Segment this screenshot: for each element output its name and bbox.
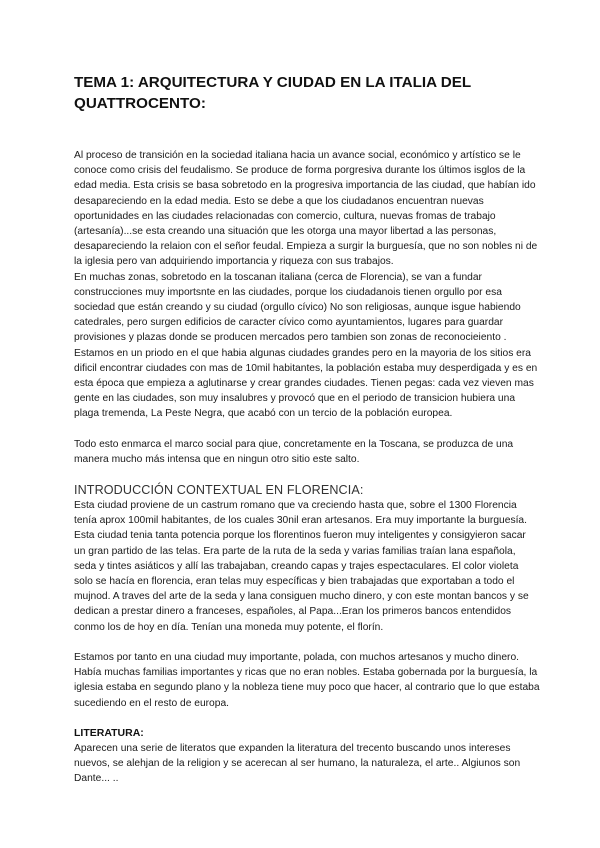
summary-paragraph: Todo esto enmarca el marco social para qiue, concretamente en la Toscana, se produzca de una manera mucho más intensa que en ningun otro sitio este salto. (74, 438, 514, 465)
florence-paragraph-1: Esta ciudad proviene de un castrum romano que va creciendo hasta que, sobre el 1300 Florencia tenía aprox 100mil habitantes, de los cuales 30nil eran artesanos. Era muy importante la burguesía. (74, 500, 527, 527)
intro-paragraph-3: Estamos en un priodo en el que habia algunas ciudades grandes pero en la mayoria de los sitios era dificil encontrar ciudades con mas de 10mil habitantes, la población estaba muy desperdigada y es en esta época que empieza a aglutinarse y crear grandes ciudades. Tienen pegas: cada vez vieven mas gente en las ciudades, son muy insalubres y provocó que en el periodo de transicion hubiera una plaga tremenda, La Peste Negra, que acabó con un tercio de la población europea. (74, 347, 538, 420)
paragraph-spacer (74, 467, 540, 482)
paragraph-spacer (74, 635, 540, 650)
literature-paragraph: Aparecen una serie de literatos que expanden la literatura del trecento buscando unos intereses nuevos, se alehjan de la religion y se acerecan al ser humano, la naturaleza, el arte.. Algiunos son Dante... .. (74, 742, 521, 785)
literature-heading: LITERATURA: (74, 726, 144, 739)
paragraph-spacer (74, 422, 540, 437)
florence-paragraph-2: Esta ciudad tenia tanta potencia porque los florentinos fueron muy inteligentes y consigyieron sacar un gran partido de las telas. Era parte de la ruta de la seda y varias familias traían lana española, seda y tintes asiáticos y allí las trabajaban, creando capas y trajes espectaculares. El color violeta solo se hacía en florencia, eran telas muy específicas y bien trabajadas que exportaban a todo el mujnod. A traves del arte de la seda y lana consiguen mucho dinero, y con este montan bancos y se dedican a prestar dinero a franceses, españoles, al Papa...Eran los primeros bancos entendidos conmo los de hoy en día. Tenían una moneda muy potente, el florín. (74, 530, 529, 633)
intro-paragraph-2: En muchas zonas, sobretodo en la toscanan italiana (cerca de Florencia), se van a fundar construcciones muy importsnte en las ciudades, porque los ciudadanois tienen orgullo por esa sociedad que están creando y su ciudad (orgullo cívico) No son religiosas, aunque isgue habiendo catedrales, pero surgen edificios de caracter cívico como ayuntamientos, lugares para guardar provisiones y plazas donde se producen mercados pero tambien son zonas de reconocieiento . (74, 271, 521, 344)
paragraph-spacer (74, 711, 540, 726)
florence-section-heading: INTRODUCCIÓN CONTEXTUAL EN FLORENCIA: (74, 483, 364, 498)
document-title: TEMA 1: ARQUITECTURA Y CIUDAD EN LA ITALIA DEL QUATTROCENTO: (74, 74, 471, 112)
florence-closing-paragraph: Estamos por tanto en una ciudad muy importante, polada, con muchos artesanos y mucho dinero. Había muchas familias importantes y ricas que no eran nobles. Estaba gobernada por la burguesía, la iglesia estaba en segundo plano y la nobleza tiene muy poco que hacer, al contrario que lo que estaba sucediendo en el resto de europa. (74, 651, 540, 709)
intro-paragraph-1: Al proceso de transición en la sociedad italiana hacia un avance social, económico y artístico se le conoce como crisis del feudalismo. Se produce de forma porgresiva durante los últimos isglos de la edad media. Esta crisis se basa sobretodo en la progresiva importancia de las ciudad, que habían ido desapareciendo en la edad media. Esto se debe a que los ciudadanos encuentran nuevas oportunidades en las ciudades relacionadas con comercio, cultura, nuevas fromas de trabajo (artesanía)...se esta creando una situación que les otorga una mayor libertad a las personas, desapareciendo la relaion con el señor feudal. Empieza a surgir la burguesía, que no son nobles ni de la iglesia pero van adquiriendo importancia y riqueza con sus trabajos. (74, 150, 538, 268)
